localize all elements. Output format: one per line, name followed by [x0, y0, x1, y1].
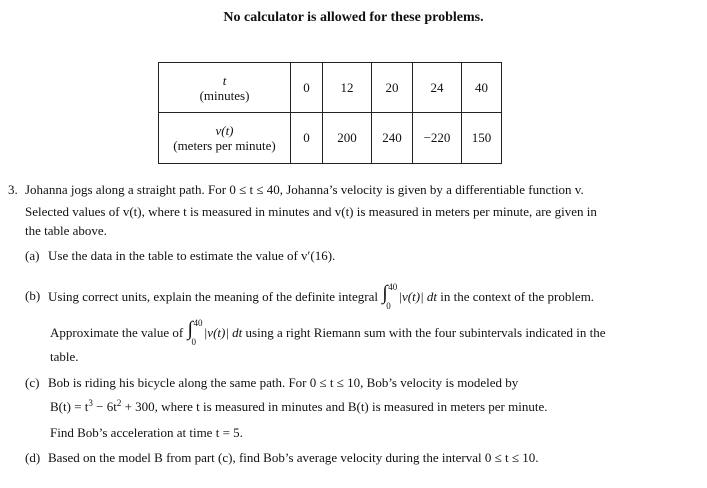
part-b-text: using a right Riemann sum with the four subintervals indicated in the [245, 325, 606, 340]
part-c-line1: Bob is riding his bicycle along the same path. For 0 ≤ t ≤ 10, Bob’s velocity is modeled by [48, 375, 519, 390]
table-row-time [159, 63, 502, 113]
time-cell: 0 [291, 63, 323, 113]
part-b-text: in the context of the problem. [440, 289, 595, 304]
problem-number: 3. [8, 182, 18, 197]
problem-intro-line: Johanna jogs along a straight path. For 0 ≤ t ≤ 40, Johanna’s velocity is given by a differentiable function v. [25, 182, 584, 197]
part-a-text: Use the data in the table to estimate the value of v′(16). [48, 248, 336, 263]
integral-lower-limit: 0 [191, 337, 196, 347]
integral-upper-limit: 40 [388, 282, 398, 292]
integral-symbol: ∫ 40 0 [186, 323, 200, 341]
part-d-text: Based on the model B from part (c), find Bob’s average velocity during the interval 0 ≤ t ≤ 10. [48, 450, 539, 465]
problem-intro-line: the table above. [25, 223, 107, 238]
integrand: |v(t)| dt [203, 325, 243, 340]
velocity-symbol: v(t) [215, 123, 234, 138]
part-d-label: (d) [25, 450, 41, 465]
part-a-label: (a) [25, 248, 40, 263]
integrand: |v(t)| dt [398, 289, 438, 304]
part-b-label: (b) [25, 288, 41, 303]
time-label-cell [159, 63, 291, 113]
part-b-text: Using correct units, explain the meaning of the definite integral [48, 289, 378, 304]
part-c-label: (c) [25, 375, 40, 390]
part-b-line1 [48, 282, 595, 311]
velocity-cell: 200 [323, 113, 372, 164]
velocity-table [158, 62, 502, 164]
exponent: 3 [88, 398, 93, 408]
integral-upper-limit: 40 [193, 318, 203, 328]
table-row-velocity [159, 113, 502, 164]
time-cell: 40 [462, 63, 502, 113]
time-cell: 12 [323, 63, 372, 113]
part-b-text: Approximate the value of [50, 325, 184, 340]
velocity-cell: 0 [291, 113, 323, 164]
integral-symbol: ∫ 40 0 [381, 287, 395, 305]
page-heading: No calculator is allowed for these problems. [223, 10, 484, 25]
velocity-cell: 240 [372, 113, 413, 164]
time-cell: 20 [372, 63, 413, 113]
part-b-line3: table. [50, 349, 79, 364]
time-cell: 24 [413, 63, 462, 113]
time-unit: (minutes) [199, 87, 250, 103]
exponent: 2 [116, 398, 122, 408]
bob-velocity-expr: B(t) = t [50, 399, 89, 414]
velocity-cell: 150 [462, 113, 502, 164]
time-symbol: t [222, 72, 227, 88]
problem-intro-line: Selected values of v(t), where t is measured in minutes and v(t) is measured in meters per minute, are given in [25, 204, 597, 219]
velocity-unit: (meters per minute) [173, 138, 276, 153]
bob-velocity-expr: − 6t [92, 399, 117, 414]
velocity-cell: −220 [413, 113, 462, 164]
part-c-line2 [50, 398, 547, 416]
part-b-line2 [50, 318, 606, 347]
bob-velocity-expr: + 300, where t is measured in minutes and B(t) is measured in meters per minute. [121, 399, 548, 414]
part-c-line3: Find Bob’s acceleration at time t = 5. [50, 425, 243, 440]
integral-lower-limit: 0 [386, 301, 391, 311]
velocity-label-cell [159, 113, 291, 164]
